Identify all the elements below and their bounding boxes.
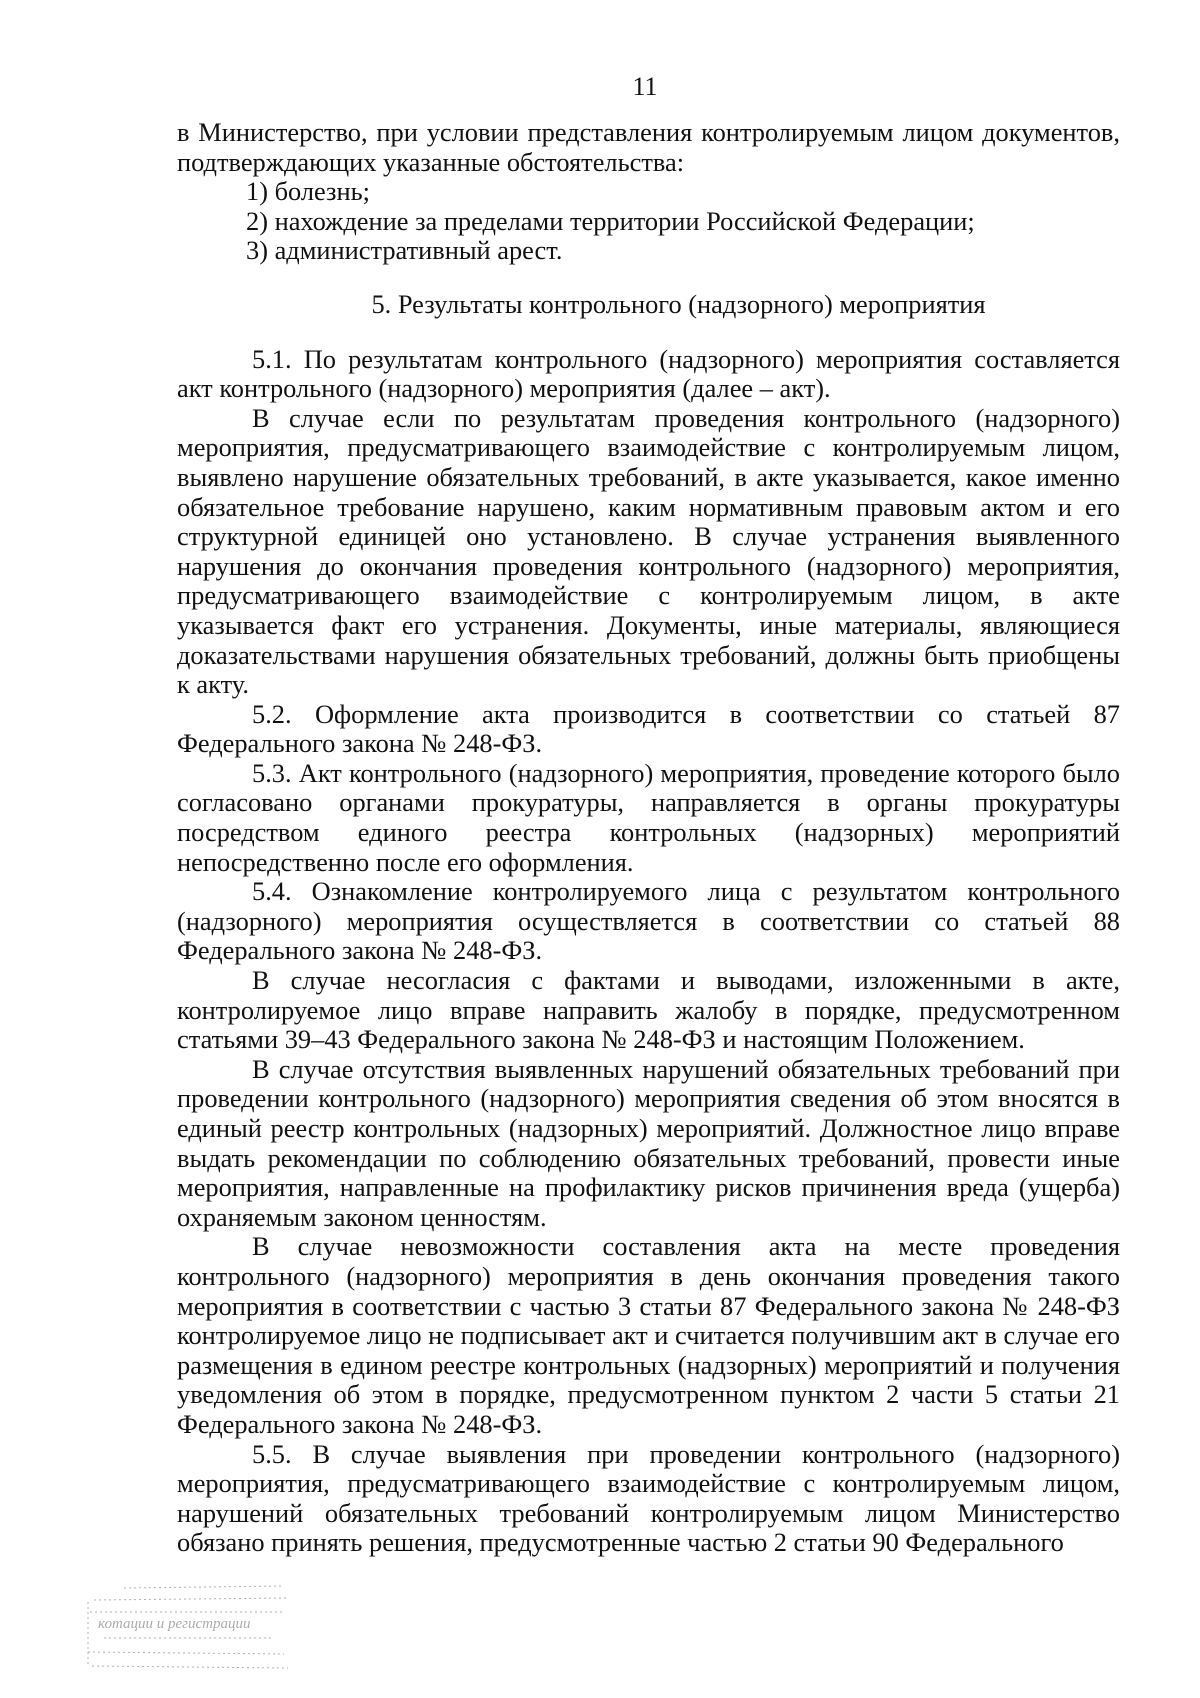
paragraph: В случае отсутствия выявленных нарушений обязательных требований при проведении контрольного (надзорного) мероприятия сведения об этом вносятся в единый реестр контрольных (надзорных) мероприятий. Должностное лицо вправе выдать рекомендации по соблюдению обязательных требований, провести иные мероприятия, направленные на профилактику рисков причинения вреда (ущерба) охраняемым законом ценностям.: [177, 1053, 1120, 1232]
continuation-paragraph: в Министерство, при условии представления контролируемым лицом документов, подтверждающих указанные обстоятельства:: [177, 117, 1120, 177]
document-body: [177, 118, 1120, 1558]
list-item: 2) нахождение за пределами территории Российской Федерации;: [246, 205, 975, 236]
paragraph-5-3: 5.3. Акт контрольного (надзорного) мероприятия, проведение которого было согласовано органами прокуратуры, направляется в органы прокуратуры посредством единого реестра контрольных (надзорных) мероприятий непосредственно после его оформления.: [177, 757, 1120, 877]
paragraph-5-4: 5.4. Ознакомление контролируемого лица с результатом контрольного (надзорного) мероприятия осуществляется в соответствии со статьей 88 Федерального закона № 248-ФЗ.: [177, 876, 1120, 966]
paragraph: В случае несогласия с фактами и выводами, изложенными в акте, контролируемое лицо вправе направить жалобу в порядке, предусмотренном статьями 39–43 Федерального закона № 248-ФЗ и настоящим Положением.: [177, 965, 1120, 1055]
stamp-text: котации и регистрации: [98, 1616, 251, 1632]
page-number: 11: [632, 72, 658, 101]
section-heading: 5. Результаты контрольного (надзорного) мероприятия: [371, 288, 986, 319]
list-item: 1) болезнь;: [246, 176, 370, 207]
registration-stamp: [84, 1582, 304, 1672]
list-item: 3) административный арест.: [246, 235, 563, 266]
paragraph-5-2: 5.2. Оформление акта производится в соответствии со статьей 87 Федерального закона № 248-ФЗ.: [177, 698, 1120, 759]
paragraph: В случае невозможности составления акта на месте проведения контрольного (надзорного) мероприятия в день окончания проведения такого мероприятия в соответствии с частью 3 статьи 87 Федерального закона № 248-ФЗ контролируемое лицо не подписывает акт и считается получившим акт в случае его размещения в едином реестре контрольных (надзорных) мероприятий и получения уведомления об этом в порядке, предусмотренном пунктом 2 части 5 статьи 21 Федерального закона № 248-ФЗ.: [177, 1231, 1120, 1439]
paragraph-5-1: 5.1. По результатам контрольного (надзорного) мероприятия составляется акт контрольного (надзорного) мероприятия (далее – акт).: [177, 343, 1120, 404]
paragraph: В случае если по результатам проведения контрольного (надзорного) мероприятия, предусматривающего взаимодействие с контролируемым лицом, выявлено нарушение обязательных требований, в акте указывается, какое именно обязательное требование нарушено, каким нормативным правовым актом и его структурной единицей оно установлено. В случае устранения выявленного нарушения до окончания проведения контрольного (надзорного) мероприятия, предусматривающего взаимодействие с контролируемым лицом, в акте указывается факт его устранения. Документы, иные материалы, являющиеся доказательствами нарушения обязательных требований, должны быть приобщены к акту.: [177, 402, 1120, 700]
paragraph-5-5: 5.5. В случае выявления при проведении контрольного (надзорного) мероприятия, предусматривающего взаимодействие с контролируемым лицом, нарушений обязательных требований контролируемым лицом Министерство обязано принять решения, предусмотренные частью 2 статьи 90 Федерального: [177, 1438, 1120, 1558]
